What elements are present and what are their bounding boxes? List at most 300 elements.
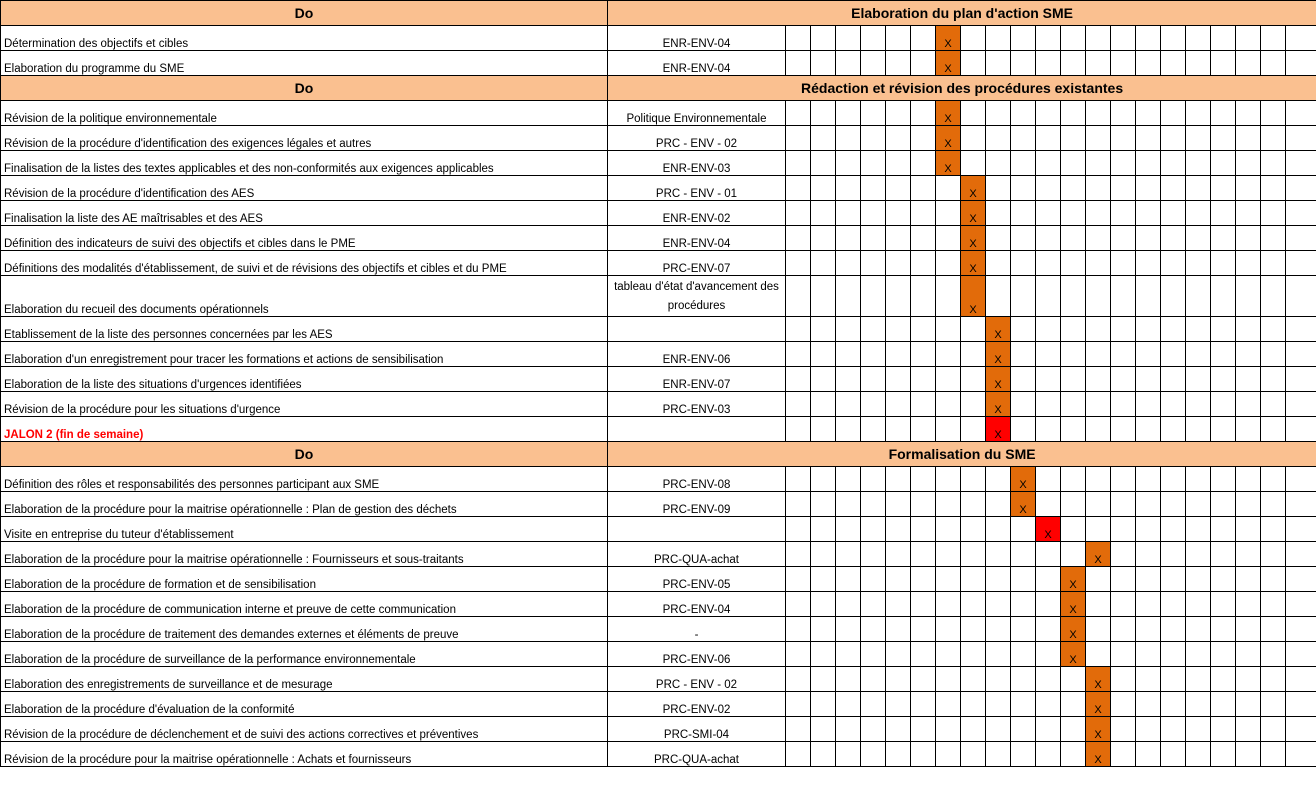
week-cell[interactable] [1286, 126, 1316, 151]
week-cell[interactable] [936, 692, 961, 717]
task-cell[interactable]: Définitions des modalités d'établissement, de suivi et de révisions des objectifs et cibles et du PME [1, 251, 608, 276]
week-cell[interactable] [1136, 251, 1161, 276]
task-cell[interactable]: Finalisation de la listes des textes applicables et des non-conformités aux exigences applicables [1, 151, 608, 176]
week-cell[interactable] [1111, 417, 1136, 442]
week-cell[interactable] [1036, 642, 1061, 667]
week-cell[interactable] [1036, 717, 1061, 742]
week-cell[interactable] [1161, 717, 1186, 742]
week-cell[interactable] [861, 742, 886, 767]
task-cell[interactable]: Révision de la procédure pour les situations d'urgence [1, 392, 608, 417]
week-cell[interactable] [986, 667, 1011, 692]
schedule-mark-cell[interactable]: X [1011, 467, 1036, 492]
schedule-mark-cell[interactable]: X [936, 26, 961, 51]
week-cell[interactable] [1036, 467, 1061, 492]
week-cell[interactable] [836, 642, 861, 667]
week-cell[interactable] [886, 717, 911, 742]
task-cell[interactable]: Visite en entreprise du tuteur d'établissement [1, 517, 608, 542]
week-cell[interactable] [986, 251, 1011, 276]
week-cell[interactable] [1261, 667, 1286, 692]
reference-cell[interactable]: ENR-ENV-04 [608, 51, 786, 76]
week-cell[interactable] [786, 417, 811, 442]
week-cell[interactable] [1236, 642, 1261, 667]
week-cell[interactable] [911, 642, 936, 667]
week-cell[interactable] [1236, 492, 1261, 517]
week-cell[interactable] [1211, 742, 1236, 767]
week-cell[interactable] [986, 642, 1011, 667]
week-cell[interactable] [1286, 692, 1316, 717]
week-cell[interactable] [1286, 367, 1316, 392]
week-cell[interactable] [1011, 367, 1036, 392]
week-cell[interactable] [1261, 392, 1286, 417]
week-cell[interactable] [1286, 567, 1316, 592]
reference-cell[interactable] [608, 317, 786, 342]
week-cell[interactable] [861, 642, 886, 667]
week-cell[interactable] [1236, 742, 1261, 767]
week-cell[interactable] [861, 342, 886, 367]
week-cell[interactable] [786, 667, 811, 692]
week-cell[interactable] [1161, 567, 1186, 592]
reference-cell[interactable]: PRC-SMI-04 [608, 717, 786, 742]
week-cell[interactable] [1261, 617, 1286, 642]
week-cell[interactable] [911, 617, 936, 642]
week-cell[interactable] [1011, 26, 1036, 51]
schedule-mark-cell[interactable]: X [1061, 617, 1086, 642]
week-cell[interactable] [1136, 517, 1161, 542]
week-cell[interactable] [861, 542, 886, 567]
week-cell[interactable] [836, 101, 861, 126]
week-cell[interactable] [1161, 126, 1186, 151]
week-cell[interactable] [1161, 151, 1186, 176]
week-cell[interactable] [961, 692, 986, 717]
week-cell[interactable] [1236, 417, 1261, 442]
week-cell[interactable] [811, 101, 836, 126]
week-cell[interactable] [1236, 126, 1261, 151]
week-cell[interactable] [911, 367, 936, 392]
week-cell[interactable] [1036, 126, 1061, 151]
week-cell[interactable] [886, 367, 911, 392]
week-cell[interactable] [936, 417, 961, 442]
week-cell[interactable] [1036, 417, 1061, 442]
week-cell[interactable] [786, 592, 811, 617]
week-cell[interactable] [936, 517, 961, 542]
week-cell[interactable] [1186, 717, 1211, 742]
week-cell[interactable] [811, 226, 836, 251]
task-cell[interactable]: Révision de la procédure d'identification des AES [1, 176, 608, 201]
schedule-mark-cell[interactable]: X [936, 101, 961, 126]
week-cell[interactable] [911, 342, 936, 367]
week-cell[interactable] [936, 642, 961, 667]
week-cell[interactable] [936, 592, 961, 617]
week-cell[interactable] [1161, 226, 1186, 251]
week-cell[interactable] [1161, 542, 1186, 567]
week-cell[interactable] [1186, 592, 1211, 617]
week-cell[interactable] [911, 26, 936, 51]
week-cell[interactable] [1286, 542, 1316, 567]
week-cell[interactable] [1211, 151, 1236, 176]
week-cell[interactable] [886, 667, 911, 692]
week-cell[interactable] [961, 567, 986, 592]
week-cell[interactable] [936, 342, 961, 367]
week-cell[interactable] [886, 517, 911, 542]
week-cell[interactable] [1211, 126, 1236, 151]
week-cell[interactable] [1036, 692, 1061, 717]
week-cell[interactable] [1061, 342, 1086, 367]
week-cell[interactable] [1186, 667, 1211, 692]
week-cell[interactable] [1161, 176, 1186, 201]
reference-cell[interactable]: PRC-ENV-04 [608, 592, 786, 617]
week-cell[interactable] [1036, 317, 1061, 342]
week-cell[interactable] [1236, 567, 1261, 592]
week-cell[interactable] [986, 101, 1011, 126]
week-cell[interactable] [1236, 717, 1261, 742]
week-cell[interactable] [1111, 126, 1136, 151]
week-cell[interactable] [786, 717, 811, 742]
schedule-mark-cell[interactable]: X [1086, 692, 1111, 717]
week-cell[interactable] [1211, 717, 1236, 742]
task-cell[interactable]: Révision de la procédure de déclenchement et de suivi des actions correctives et préventives [1, 717, 608, 742]
week-cell[interactable] [1111, 567, 1136, 592]
week-cell[interactable] [1036, 276, 1061, 317]
week-cell[interactable] [886, 692, 911, 717]
week-cell[interactable] [1236, 517, 1261, 542]
week-cell[interactable] [1136, 317, 1161, 342]
week-cell[interactable] [986, 567, 1011, 592]
week-cell[interactable] [1286, 176, 1316, 201]
week-cell[interactable] [786, 542, 811, 567]
week-cell[interactable] [861, 317, 886, 342]
week-cell[interactable] [1061, 26, 1086, 51]
week-cell[interactable] [1136, 642, 1161, 667]
week-cell[interactable] [911, 592, 936, 617]
week-cell[interactable] [836, 467, 861, 492]
week-cell[interactable] [1261, 126, 1286, 151]
week-cell[interactable] [1036, 226, 1061, 251]
week-cell[interactable] [1161, 492, 1186, 517]
week-cell[interactable] [1136, 26, 1161, 51]
week-cell[interactable] [811, 51, 836, 76]
schedule-mark-cell[interactable]: X [1061, 592, 1086, 617]
week-cell[interactable] [811, 617, 836, 642]
section-title[interactable]: Elaboration du plan d'action SME [608, 1, 1316, 26]
task-cell[interactable]: Elaboration de la procédure de communication interne et preuve de cette communication [1, 592, 608, 617]
week-cell[interactable] [986, 717, 1011, 742]
week-cell[interactable] [1211, 26, 1236, 51]
week-cell[interactable] [1211, 492, 1236, 517]
reference-cell[interactable]: ENR-ENV-04 [608, 226, 786, 251]
week-cell[interactable] [836, 317, 861, 342]
reference-cell[interactable]: PRC - ENV - 02 [608, 667, 786, 692]
week-cell[interactable] [1061, 542, 1086, 567]
week-cell[interactable] [1186, 201, 1211, 226]
week-cell[interactable] [1086, 101, 1111, 126]
week-cell[interactable] [1186, 251, 1211, 276]
week-cell[interactable] [1261, 517, 1286, 542]
week-cell[interactable] [911, 742, 936, 767]
week-cell[interactable] [1261, 151, 1286, 176]
week-cell[interactable] [1036, 667, 1061, 692]
week-cell[interactable] [886, 51, 911, 76]
week-cell[interactable] [1011, 542, 1036, 567]
week-cell[interactable] [786, 101, 811, 126]
schedule-mark-cell[interactable]: X [1086, 542, 1111, 567]
week-cell[interactable] [936, 467, 961, 492]
week-cell[interactable] [1236, 692, 1261, 717]
week-cell[interactable] [1011, 176, 1036, 201]
week-cell[interactable] [1136, 542, 1161, 567]
week-cell[interactable] [836, 417, 861, 442]
week-cell[interactable] [1011, 692, 1036, 717]
week-cell[interactable] [1286, 151, 1316, 176]
week-cell[interactable] [1236, 667, 1261, 692]
schedule-mark-cell[interactable]: X [1061, 567, 1086, 592]
week-cell[interactable] [811, 717, 836, 742]
week-cell[interactable] [936, 667, 961, 692]
week-cell[interactable] [1136, 367, 1161, 392]
week-cell[interactable] [861, 26, 886, 51]
week-cell[interactable] [1186, 367, 1211, 392]
week-cell[interactable] [1286, 417, 1316, 442]
week-cell[interactable] [1061, 101, 1086, 126]
week-cell[interactable] [1036, 251, 1061, 276]
week-cell[interactable] [1111, 101, 1136, 126]
week-cell[interactable] [861, 276, 886, 317]
task-cell[interactable]: Elaboration de la procédure pour la maitrise opérationnelle : Plan de gestion des déchets [1, 492, 608, 517]
week-cell[interactable] [1261, 542, 1286, 567]
week-cell[interactable] [861, 717, 886, 742]
week-cell[interactable] [936, 392, 961, 417]
week-cell[interactable] [886, 492, 911, 517]
week-cell[interactable] [1211, 542, 1236, 567]
week-cell[interactable] [1036, 617, 1061, 642]
task-cell[interactable]: Etablissement de la liste des personnes concernées par les AES [1, 317, 608, 342]
week-cell[interactable] [836, 492, 861, 517]
week-cell[interactable] [1061, 317, 1086, 342]
week-cell[interactable] [1136, 276, 1161, 317]
week-cell[interactable] [886, 126, 911, 151]
week-cell[interactable] [1011, 742, 1036, 767]
week-cell[interactable] [1161, 692, 1186, 717]
week-cell[interactable] [836, 392, 861, 417]
week-cell[interactable] [1211, 317, 1236, 342]
week-cell[interactable] [1061, 717, 1086, 742]
week-cell[interactable] [1211, 517, 1236, 542]
week-cell[interactable] [786, 492, 811, 517]
week-cell[interactable] [911, 392, 936, 417]
week-cell[interactable] [1061, 126, 1086, 151]
week-cell[interactable] [1086, 567, 1111, 592]
week-cell[interactable] [1111, 667, 1136, 692]
week-cell[interactable] [1186, 101, 1211, 126]
week-cell[interactable] [1011, 251, 1036, 276]
schedule-mark-cell[interactable]: X [1086, 742, 1111, 767]
reference-cell[interactable]: PRC-ENV-08 [608, 467, 786, 492]
reference-cell[interactable]: PRC-ENV-03 [608, 392, 786, 417]
week-cell[interactable] [1086, 492, 1111, 517]
week-cell[interactable] [811, 642, 836, 667]
week-cell[interactable] [1161, 101, 1186, 126]
task-cell[interactable]: Elaboration de la procédure pour la maitrise opérationnelle : Fournisseurs et sous-traitants [1, 542, 608, 567]
reference-cell[interactable]: ENR-ENV-06 [608, 342, 786, 367]
week-cell[interactable] [886, 201, 911, 226]
week-cell[interactable] [986, 126, 1011, 151]
week-cell[interactable] [1211, 392, 1236, 417]
week-cell[interactable] [1111, 392, 1136, 417]
reference-cell[interactable]: ENR-ENV-04 [608, 26, 786, 51]
week-cell[interactable] [1286, 226, 1316, 251]
week-cell[interactable] [861, 201, 886, 226]
week-cell[interactable] [1086, 367, 1111, 392]
week-cell[interactable] [1286, 251, 1316, 276]
week-cell[interactable] [1286, 317, 1316, 342]
week-cell[interactable] [1261, 717, 1286, 742]
week-cell[interactable] [1086, 317, 1111, 342]
week-cell[interactable] [861, 101, 886, 126]
week-cell[interactable] [786, 126, 811, 151]
schedule-mark-cell[interactable]: X [986, 317, 1011, 342]
week-cell[interactable] [836, 542, 861, 567]
week-cell[interactable] [861, 517, 886, 542]
week-cell[interactable] [1086, 26, 1111, 51]
week-cell[interactable] [1211, 667, 1236, 692]
week-cell[interactable] [1186, 317, 1211, 342]
week-cell[interactable] [911, 276, 936, 317]
week-cell[interactable] [1136, 392, 1161, 417]
week-cell[interactable] [836, 51, 861, 76]
week-cell[interactable] [936, 226, 961, 251]
week-cell[interactable] [1236, 226, 1261, 251]
week-cell[interactable] [1186, 126, 1211, 151]
week-cell[interactable] [1286, 276, 1316, 317]
task-cell[interactable]: Définition des indicateurs de suivi des objectifs et cibles dans le PME [1, 226, 608, 251]
week-cell[interactable] [1286, 642, 1316, 667]
week-cell[interactable] [1111, 342, 1136, 367]
week-cell[interactable] [936, 567, 961, 592]
week-cell[interactable] [1261, 592, 1286, 617]
section-title[interactable]: Rédaction et révision des procédures existantes [608, 76, 1316, 101]
week-cell[interactable] [1111, 692, 1136, 717]
week-cell[interactable] [1061, 226, 1086, 251]
week-cell[interactable] [961, 617, 986, 642]
schedule-mark-cell[interactable]: X [961, 226, 986, 251]
week-cell[interactable] [1286, 742, 1316, 767]
week-cell[interactable] [836, 276, 861, 317]
week-cell[interactable] [1161, 251, 1186, 276]
task-cell[interactable]: Détermination des objectifs et cibles [1, 26, 608, 51]
week-cell[interactable] [986, 517, 1011, 542]
week-cell[interactable] [1036, 742, 1061, 767]
week-cell[interactable] [1211, 342, 1236, 367]
week-cell[interactable] [1036, 151, 1061, 176]
schedule-mark-cell[interactable]: X [961, 201, 986, 226]
schedule-mark-cell[interactable]: X [961, 251, 986, 276]
week-cell[interactable] [961, 126, 986, 151]
week-cell[interactable] [986, 226, 1011, 251]
week-cell[interactable] [1061, 201, 1086, 226]
week-cell[interactable] [936, 176, 961, 201]
week-cell[interactable] [911, 467, 936, 492]
task-cell[interactable]: Elaboration de la liste des situations d'urgences identifiées [1, 367, 608, 392]
week-cell[interactable] [886, 276, 911, 317]
week-cell[interactable] [1236, 201, 1261, 226]
section-title[interactable]: Formalisation du SME [608, 442, 1316, 467]
task-cell[interactable]: Finalisation la liste des AE maîtrisables et des AES [1, 201, 608, 226]
reference-cell[interactable]: PRC-QUA-achat [608, 542, 786, 567]
week-cell[interactable] [1086, 417, 1111, 442]
week-cell[interactable] [811, 742, 836, 767]
week-cell[interactable] [1111, 26, 1136, 51]
week-cell[interactable] [1261, 742, 1286, 767]
week-cell[interactable] [1011, 151, 1036, 176]
week-cell[interactable] [986, 51, 1011, 76]
week-cell[interactable] [1011, 317, 1036, 342]
week-cell[interactable] [1161, 742, 1186, 767]
week-cell[interactable] [861, 417, 886, 442]
week-cell[interactable] [1111, 742, 1136, 767]
week-cell[interactable] [1061, 367, 1086, 392]
schedule-mark-cell[interactable]: X [936, 51, 961, 76]
week-cell[interactable] [961, 51, 986, 76]
week-cell[interactable] [811, 392, 836, 417]
week-cell[interactable] [911, 176, 936, 201]
week-cell[interactable] [1286, 51, 1316, 76]
week-cell[interactable] [786, 51, 811, 76]
week-cell[interactable] [1211, 176, 1236, 201]
week-cell[interactable] [1186, 517, 1211, 542]
week-cell[interactable] [1186, 342, 1211, 367]
week-cell[interactable] [1211, 226, 1236, 251]
week-cell[interactable] [836, 151, 861, 176]
reference-cell[interactable]: - [608, 617, 786, 642]
week-cell[interactable] [961, 667, 986, 692]
week-cell[interactable] [1211, 567, 1236, 592]
week-cell[interactable] [1061, 667, 1086, 692]
section-phase-label[interactable]: Do [1, 1, 608, 26]
week-cell[interactable] [811, 667, 836, 692]
week-cell[interactable] [1236, 26, 1261, 51]
week-cell[interactable] [961, 367, 986, 392]
week-cell[interactable] [786, 517, 811, 542]
week-cell[interactable] [786, 692, 811, 717]
reference-cell[interactable]: PRC-ENV-02 [608, 692, 786, 717]
week-cell[interactable] [1086, 201, 1111, 226]
week-cell[interactable] [961, 26, 986, 51]
week-cell[interactable] [1086, 251, 1111, 276]
week-cell[interactable] [811, 201, 836, 226]
week-cell[interactable] [1086, 392, 1111, 417]
week-cell[interactable] [1261, 467, 1286, 492]
week-cell[interactable] [886, 226, 911, 251]
week-cell[interactable] [1036, 492, 1061, 517]
week-cell[interactable] [986, 151, 1011, 176]
reference-cell[interactable]: ENR-ENV-07 [608, 367, 786, 392]
week-cell[interactable] [986, 201, 1011, 226]
week-cell[interactable] [1186, 542, 1211, 567]
week-cell[interactable] [1161, 317, 1186, 342]
week-cell[interactable] [961, 101, 986, 126]
week-cell[interactable] [1186, 467, 1211, 492]
week-cell[interactable] [1161, 642, 1186, 667]
week-cell[interactable] [911, 51, 936, 76]
week-cell[interactable] [1111, 251, 1136, 276]
week-cell[interactable] [911, 492, 936, 517]
week-cell[interactable] [886, 317, 911, 342]
week-cell[interactable] [911, 226, 936, 251]
reference-cell[interactable]: ENR-ENV-02 [608, 201, 786, 226]
week-cell[interactable] [1086, 176, 1111, 201]
week-cell[interactable] [1211, 642, 1236, 667]
week-cell[interactable] [986, 467, 1011, 492]
week-cell[interactable] [786, 201, 811, 226]
